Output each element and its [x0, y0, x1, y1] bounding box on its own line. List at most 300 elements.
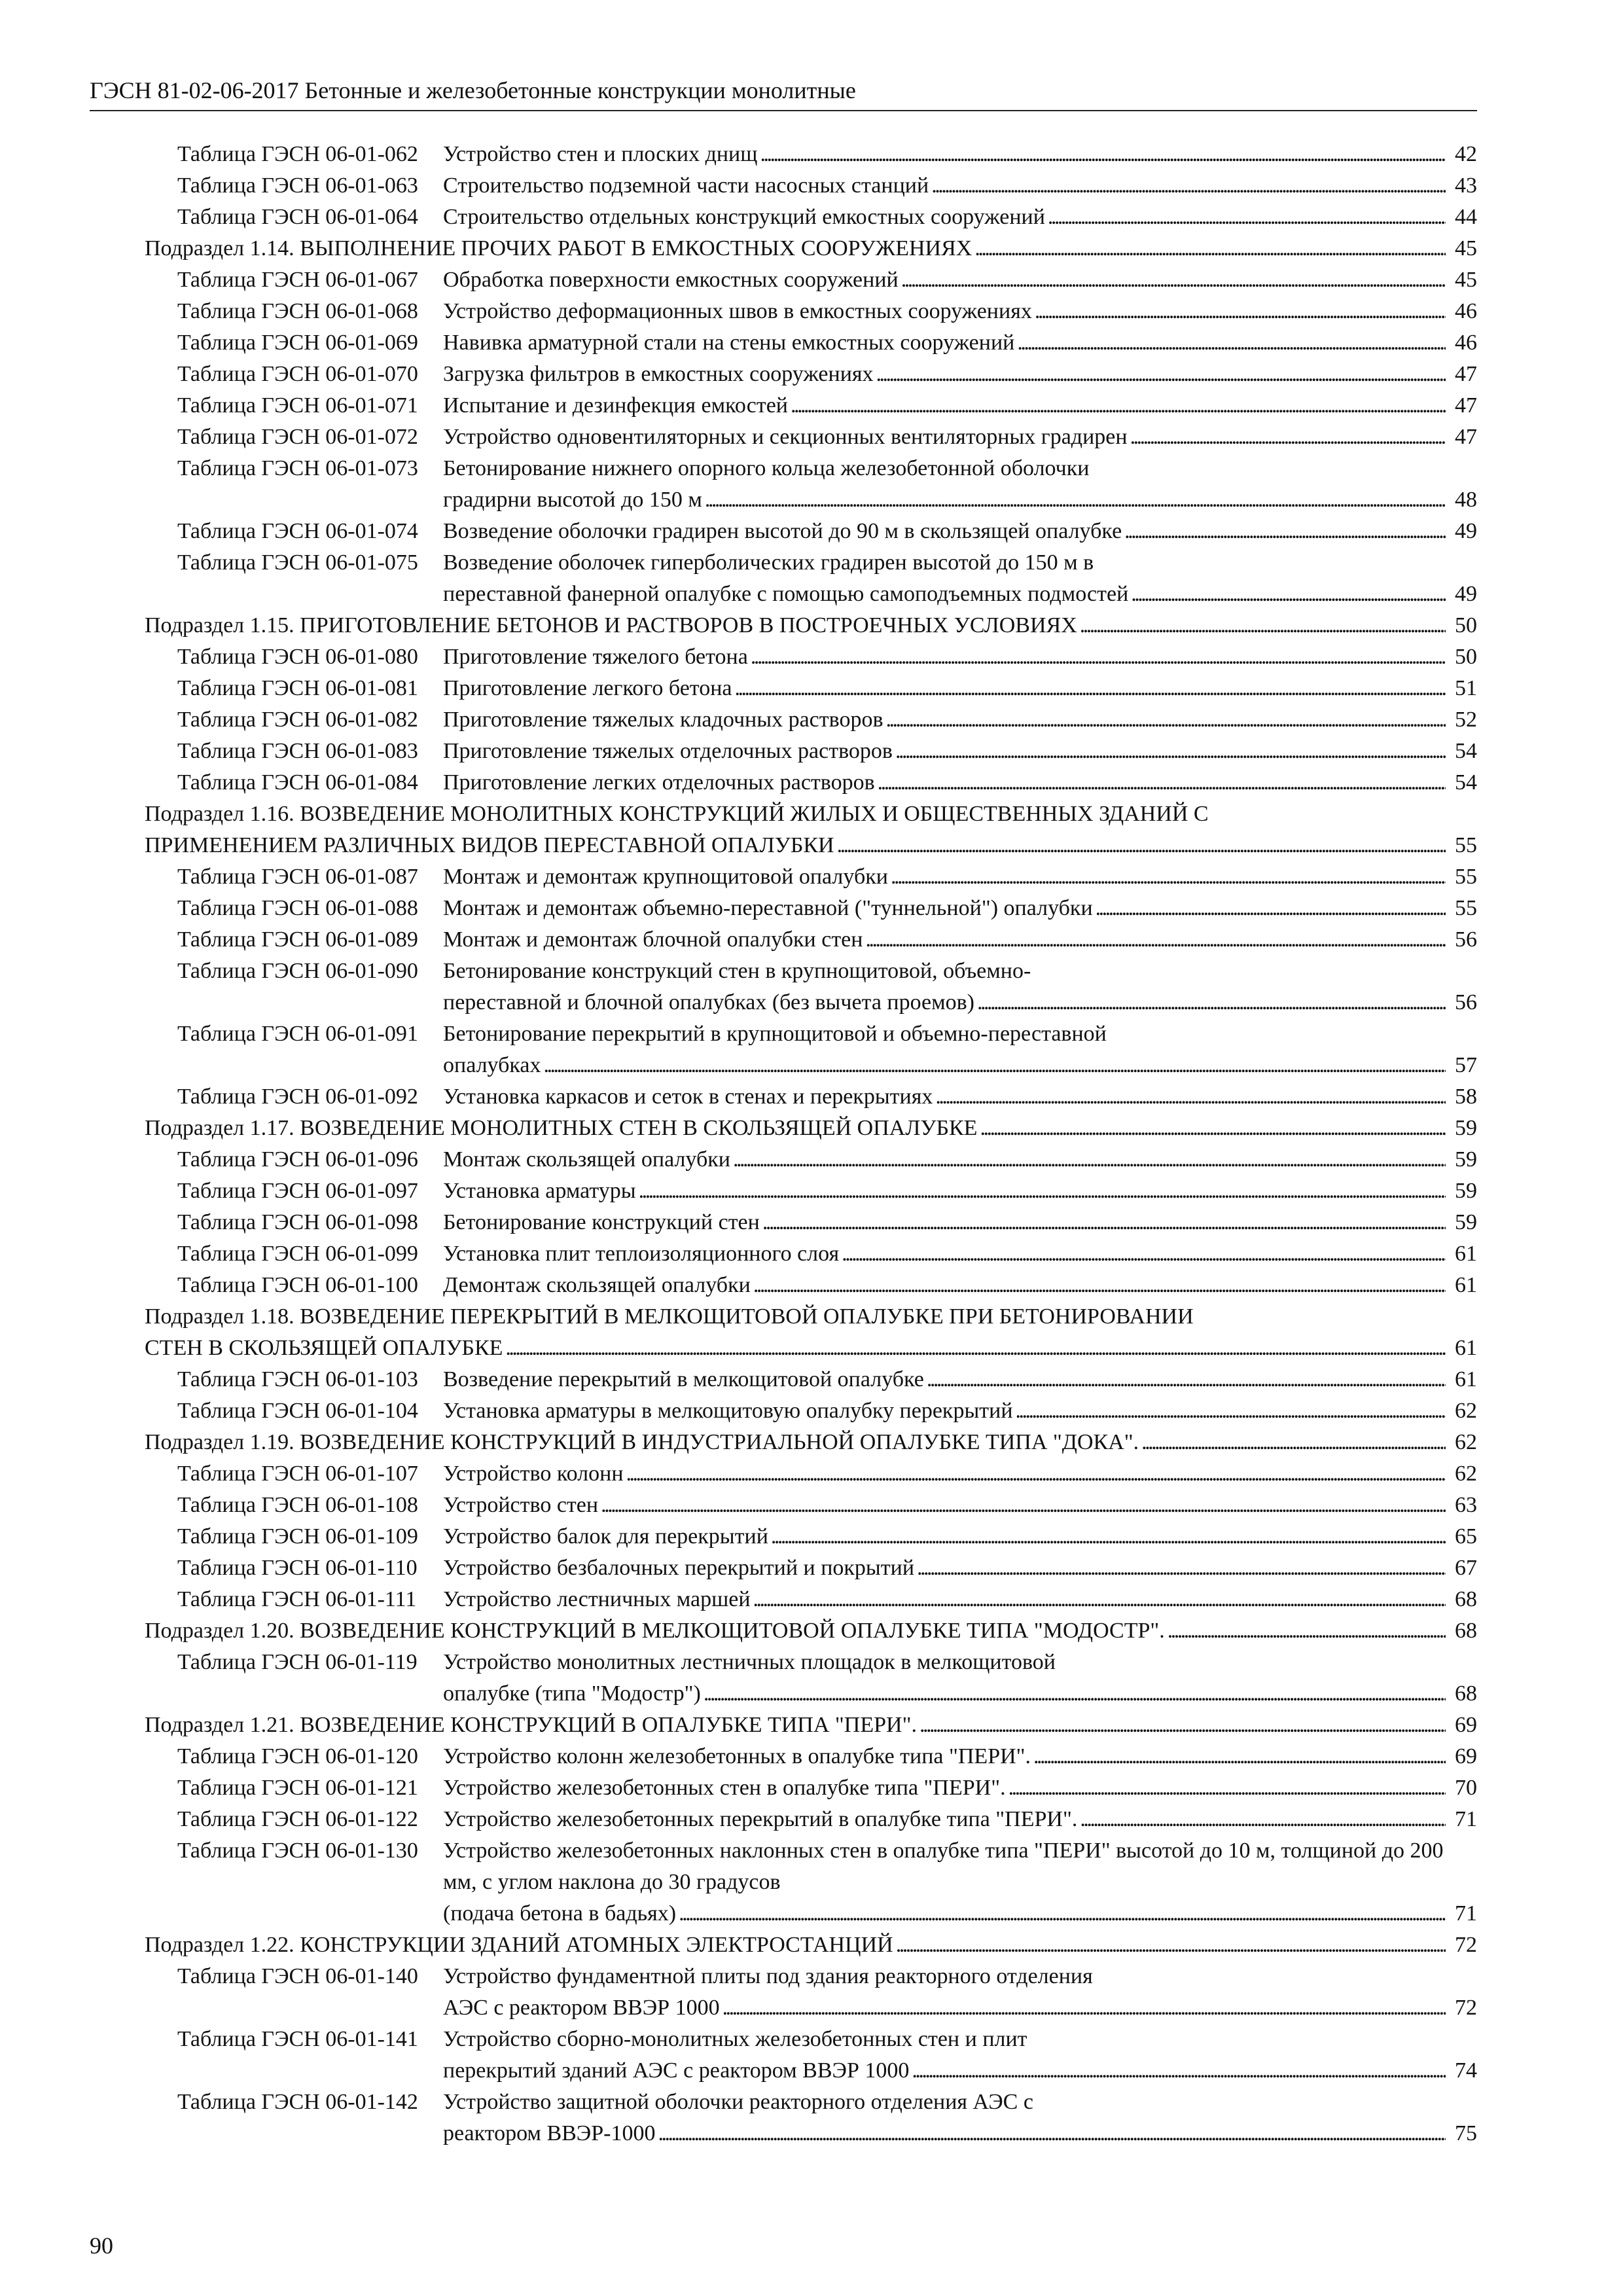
- dot-leader: [1096, 893, 1446, 924]
- toc-entry-title: Демонтаж скользящей опалубки: [443, 1273, 751, 1297]
- dot-leader: [931, 170, 1446, 202]
- toc-entry-title: Бетонирование конструкций стен: [443, 1210, 760, 1234]
- toc-section-entry[interactable]: [90, 1710, 1477, 1741]
- toc-entry-title: Загрузка фильтров в емкостных сооружениях: [443, 362, 874, 386]
- toc-table-entry[interactable]: [90, 202, 1477, 233]
- dot-leader: [1168, 1615, 1446, 1647]
- dot-leader: [753, 1584, 1446, 1615]
- toc-entry-code: Таблица ГЭСН 06-01-092: [177, 1085, 418, 1109]
- toc-page-number: 63: [1455, 1493, 1477, 1517]
- toc-entry-title: Устройство стен и плоских днищ: [443, 142, 758, 166]
- dot-leader: [891, 861, 1446, 893]
- toc-page-number: 68: [1455, 1681, 1477, 1706]
- dot-leader: [837, 830, 1446, 861]
- toc-table-entry[interactable]: [90, 359, 1477, 390]
- toc-entry-title: Подраздел 1.21. ВОЗВЕДЕНИЕ КОНСТРУКЦИЙ В ОПАЛУБКЕ ТИПА "ПЕРИ".: [145, 1713, 917, 1737]
- toc-entry-title-line: Бетонирование перекрытий в крупнощитовой и объемно-переставной: [443, 1022, 1107, 1046]
- toc-entry-body: [443, 1804, 1477, 1835]
- toc-entry-body: [145, 1710, 1477, 1741]
- toc-entry-code: Таблица ГЭСН 06-01-119: [177, 1650, 418, 1674]
- toc-entry-body: [443, 924, 1477, 956]
- toc-entry-body: [443, 1364, 1477, 1395]
- dot-leader: [1131, 579, 1446, 610]
- dot-leader: [1080, 1804, 1446, 1835]
- toc-entry-code: Таблица ГЭСН 06-01-073: [177, 456, 418, 480]
- toc-table-entry[interactable]: [90, 1804, 1477, 1835]
- toc-page-number: 61: [1455, 1367, 1477, 1391]
- toc-entry-title: Строительство подземной части насосных станций: [443, 173, 929, 198]
- toc-entry-code: Таблица ГЭСН 06-01-141: [177, 2027, 418, 2051]
- toc-entry-title: Монтаж скользящей опалубки: [443, 1147, 730, 1172]
- dot-leader: [917, 1552, 1446, 1584]
- toc-entry-body: [145, 1427, 1477, 1458]
- header-title: ГЭСН 81-02-06-2017 Бетонные и железобетонные конструкции монолитные: [90, 77, 856, 103]
- dot-leader: [1130, 422, 1446, 453]
- toc-entry-body: [443, 1835, 1477, 1929]
- table-of-contents: [90, 139, 1477, 2149]
- toc-table-entry[interactable]: [90, 1490, 1477, 1521]
- toc-page-number: 49: [1455, 519, 1477, 543]
- dot-leader: [704, 1678, 1446, 1710]
- toc-entry-body: [443, 767, 1477, 798]
- toc-entry-body: [443, 1207, 1477, 1238]
- toc-entry-code: Таблица ГЭСН 06-01-081: [177, 676, 418, 700]
- toc-entry-code: Таблица ГЭСН 06-01-108: [177, 1493, 418, 1517]
- toc-entry-code: Таблица ГЭСН 06-01-084: [177, 770, 418, 795]
- toc-table-entry[interactable]: [90, 390, 1477, 422]
- toc-entry-body: [443, 390, 1477, 422]
- dot-leader: [751, 641, 1446, 673]
- toc-page-number: 69: [1455, 1713, 1477, 1737]
- toc-page-number: 70: [1455, 1776, 1477, 1800]
- toc-table-entry[interactable]: [90, 170, 1477, 202]
- toc-entry-title: Подраздел 1.15. ПРИГОТОВЛЕНИЕ БЕТОНОВ И РАСТВОРОВ В ПОСТРОЕЧНЫХ УСЛОВИЯХ: [145, 613, 1077, 637]
- toc-table-entry[interactable]: [90, 1144, 1477, 1175]
- toc-entry-body: [443, 2087, 1477, 2149]
- toc-page-number: 74: [1455, 2058, 1477, 2083]
- toc-page-number: 47: [1455, 393, 1477, 418]
- toc-table-entry[interactable]: [90, 453, 1477, 516]
- toc-section-entry[interactable]: [90, 1615, 1477, 1647]
- toc-entry-code: Таблица ГЭСН 06-01-067: [177, 268, 418, 292]
- dot-leader: [722, 1992, 1446, 2024]
- toc-entry-title: Монтаж и демонтаж блочной опалубки стен: [443, 927, 863, 952]
- toc-entry-body: [443, 893, 1477, 924]
- toc-entry-title: реактором ВВЭР-1000: [443, 2121, 656, 2145]
- toc-entry-title: Установка плит теплоизоляционного слоя: [443, 1242, 840, 1266]
- toc-table-entry[interactable]: [90, 1270, 1477, 1301]
- toc-entry-title: переставной фанерной опалубке с помощью самоподъемных подмостей: [443, 582, 1129, 606]
- toc-entry-code: Таблица ГЭСН 06-01-100: [177, 1273, 418, 1297]
- toc-entry-body: [443, 327, 1477, 359]
- toc-page-number: 59: [1455, 1147, 1477, 1172]
- toc-entry-body: [145, 1929, 1477, 1961]
- toc-section-entry[interactable]: [90, 798, 1477, 861]
- dot-leader: [1017, 327, 1446, 359]
- toc-entry-code: Таблица ГЭСН 06-01-110: [177, 1556, 418, 1580]
- toc-entry-body: [443, 1270, 1477, 1301]
- dot-leader: [544, 1050, 1446, 1081]
- dot-leader: [1141, 1427, 1446, 1458]
- toc-entry-title: Устройство стен: [443, 1493, 599, 1517]
- toc-entry-body: [443, 1175, 1477, 1207]
- toc-page-number: 72: [1455, 1933, 1477, 1957]
- dot-leader: [901, 264, 1446, 296]
- toc-entry-title: Испытание и дезинфекция емкостей: [443, 393, 788, 418]
- dot-leader: [895, 736, 1446, 767]
- toc-page-number: 59: [1455, 1210, 1477, 1234]
- toc-entry-code: Таблица ГЭСН 06-01-107: [177, 1462, 418, 1486]
- toc-page-number: 59: [1455, 1116, 1477, 1140]
- toc-entry-code: Таблица ГЭСН 06-01-109: [177, 1524, 418, 1549]
- toc-entry-title: Устройство безбалочных перекрытий и покрытий: [443, 1556, 915, 1580]
- toc-entry-code: Таблица ГЭСН 06-01-122: [177, 1807, 418, 1831]
- toc-entry-body: [145, 1113, 1477, 1144]
- toc-entry-body: [443, 202, 1477, 233]
- toc-page-number: 61: [1455, 1336, 1477, 1360]
- toc-table-entry[interactable]: [90, 139, 1477, 170]
- dot-leader: [762, 1207, 1446, 1238]
- dot-leader: [735, 673, 1446, 704]
- toc-entry-title: Приготовление тяжелых отделочных растворов: [443, 739, 893, 763]
- toc-page-number: 56: [1455, 927, 1477, 952]
- dot-leader: [791, 390, 1446, 422]
- toc-section-entry[interactable]: [90, 1301, 1477, 1364]
- toc-page-number: 43: [1455, 173, 1477, 198]
- toc-page-number: 71: [1455, 1807, 1477, 1831]
- toc-page-number: 46: [1455, 299, 1477, 323]
- toc-page-number: 50: [1455, 645, 1477, 669]
- toc-table-entry[interactable]: [90, 1238, 1477, 1270]
- toc-entry-code: Таблица ГЭСН 06-01-121: [177, 1776, 418, 1800]
- toc-table-entry[interactable]: [90, 1521, 1477, 1552]
- toc-entry-title: Обработка поверхности емкостных сооружений: [443, 268, 899, 292]
- dot-leader: [842, 1238, 1446, 1270]
- toc-entry-body: [443, 1395, 1477, 1427]
- toc-page-number: 62: [1455, 1430, 1477, 1454]
- toc-page-number: 62: [1455, 1462, 1477, 1486]
- toc-entry-title: Приготовление тяжелых кладочных растворов: [443, 708, 883, 732]
- toc-entry-title-line: Подраздел 1.16. ВОЗВЕДЕНИЕ МОНОЛИТНЫХ КОНСТРУКЦИЙ ЖИЛЫХ И ОБЩЕСТВЕННЫХ ЗДАНИЙ С: [145, 802, 1209, 826]
- toc-entry-title: Подраздел 1.20. ВОЗВЕДЕНИЕ КОНСТРУКЦИЙ В МЕЛКОЩИТОВОЙ ОПАЛУБКЕ ТИПА "МОДОСТР".: [145, 1619, 1165, 1643]
- toc-table-entry[interactable]: [90, 1741, 1477, 1772]
- dot-leader: [876, 359, 1446, 390]
- toc-page-number: 59: [1455, 1179, 1477, 1203]
- toc-entry-title: Возведение оболочки градирен высотой до 90 м в скользящей опалубке: [443, 519, 1122, 543]
- toc-entry-title: градирни высотой до 150 м: [443, 488, 702, 512]
- toc-entry-title: ПРИМЕНЕНИЕМ РАЗЛИЧНЫХ ВИДОВ ПЕРЕСТАВНОЙ ОПАЛУБКИ: [145, 833, 834, 857]
- toc-table-entry[interactable]: [90, 2087, 1477, 2149]
- toc-entry-body: [443, 1238, 1477, 1270]
- toc-entry-code: Таблица ГЭСН 06-01-062: [177, 142, 418, 166]
- toc-entry-body: [443, 516, 1477, 547]
- toc-page-number: 54: [1455, 739, 1477, 763]
- toc-page-number: 51: [1455, 676, 1477, 700]
- toc-table-entry[interactable]: [90, 422, 1477, 453]
- dot-leader: [977, 987, 1446, 1018]
- toc-entry-code: Таблица ГЭСН 06-01-104: [177, 1399, 418, 1423]
- toc-entry-title: Строительство отдельных конструкций емкостных сооружений: [443, 205, 1045, 229]
- toc-entry-code: Таблица ГЭСН 06-01-074: [177, 519, 418, 543]
- toc-table-entry[interactable]: [90, 736, 1477, 767]
- toc-page-number: 58: [1455, 1085, 1477, 1109]
- toc-entry-code: Таблица ГЭСН 06-01-072: [177, 425, 418, 449]
- toc-entry-title: переставной и блочной опалубках (без вычета проемов): [443, 990, 974, 1014]
- toc-page-number: 47: [1455, 362, 1477, 386]
- toc-entry-body: [145, 610, 1477, 641]
- toc-table-entry[interactable]: [90, 1584, 1477, 1615]
- toc-page-number: 55: [1455, 896, 1477, 920]
- toc-entry-body: [443, 641, 1477, 673]
- dot-leader: [626, 1458, 1446, 1490]
- toc-page-number: 67: [1455, 1556, 1477, 1580]
- dot-leader: [974, 233, 1446, 264]
- toc-section-entry[interactable]: [90, 233, 1477, 264]
- toc-entry-title: Устройство деформационных швов в емкостных сооружениях: [443, 299, 1032, 323]
- toc-entry-body: [145, 1615, 1477, 1647]
- toc-section-entry[interactable]: [90, 610, 1477, 641]
- toc-table-entry[interactable]: [90, 296, 1477, 327]
- toc-page-number: 48: [1455, 488, 1477, 512]
- toc-entry-body: [443, 1772, 1477, 1804]
- toc-entry-title: опалубке (типа "Модостр"): [443, 1681, 701, 1706]
- toc-entry-title: Устройство колонн железобетонных в опалубке типа "ПЕРИ".: [443, 1744, 1031, 1768]
- toc-page-number: 45: [1455, 236, 1477, 260]
- toc-entry-code: Таблица ГЭСН 06-01-089: [177, 927, 418, 952]
- toc-entry-title: АЭС с реактором ВВЭР 1000: [443, 1996, 720, 2020]
- toc-entry-title: Приготовление тяжелого бетона: [443, 645, 748, 669]
- toc-page-number: 65: [1455, 1524, 1477, 1549]
- toc-table-entry[interactable]: [90, 1018, 1477, 1081]
- toc-table-entry[interactable]: [90, 1458, 1477, 1490]
- running-header: [90, 71, 1477, 111]
- toc-entry-code: Таблица ГЭСН 06-01-130: [177, 1839, 418, 1863]
- dot-leader: [1033, 1741, 1446, 1772]
- dot-leader: [760, 139, 1446, 170]
- toc-table-entry[interactable]: [90, 1552, 1477, 1584]
- toc-table-entry[interactable]: [90, 547, 1477, 610]
- toc-page-number: 45: [1455, 268, 1477, 292]
- toc-entry-title: Устройство балок для перекрытий: [443, 1524, 768, 1549]
- toc-entry-body: [443, 264, 1477, 296]
- toc-section-entry[interactable]: [90, 1427, 1477, 1458]
- toc-page-number: 46: [1455, 331, 1477, 355]
- toc-entry-title: Устройство колонн: [443, 1462, 624, 1486]
- toc-table-entry[interactable]: [90, 1364, 1477, 1395]
- toc-entry-title: Устройство железобетонных стен в опалубке типа "ПЕРИ".: [443, 1776, 1006, 1800]
- dot-leader: [679, 1898, 1446, 1929]
- toc-entry-body: [145, 233, 1477, 264]
- toc-entry-body: [443, 1144, 1477, 1175]
- toc-entry-code: Таблица ГЭСН 06-01-075: [177, 550, 418, 575]
- dot-leader: [705, 484, 1446, 516]
- toc-entry-code: Таблица ГЭСН 06-01-091: [177, 1022, 418, 1046]
- toc-entry-title-line: Устройство сборно-монолитных железобетонных стен и плит: [443, 2027, 1027, 2051]
- toc-entry-body: [443, 704, 1477, 736]
- page-number: 90: [90, 2233, 113, 2259]
- toc-table-entry[interactable]: [90, 516, 1477, 547]
- dot-leader: [980, 1113, 1446, 1144]
- toc-table-entry[interactable]: [90, 264, 1477, 296]
- toc-page-number: 55: [1455, 833, 1477, 857]
- toc-entry-body: [443, 296, 1477, 327]
- toc-entry-title: Устройство железобетонных перекрытий в опалубке типа "ПЕРИ".: [443, 1807, 1078, 1831]
- toc-table-entry[interactable]: [90, 1772, 1477, 1804]
- toc-entry-title: Установка арматуры в мелкощитовую опалубку перекрытий: [443, 1399, 1013, 1423]
- toc-page-number: 72: [1455, 1996, 1477, 2020]
- toc-entry-body: [443, 1584, 1477, 1615]
- toc-entry-code: Таблица ГЭСН 06-01-063: [177, 173, 418, 198]
- toc-entry-body: [443, 1521, 1477, 1552]
- toc-entry-code: Таблица ГЭСН 06-01-080: [177, 645, 418, 669]
- toc-page-number: 71: [1455, 1901, 1477, 1926]
- toc-entry-title: Навивка арматурной стали на стены емкостных сооружений: [443, 331, 1015, 355]
- dot-leader: [1080, 610, 1446, 641]
- toc-entry-code: Таблица ГЭСН 06-01-082: [177, 708, 418, 732]
- toc-entry-body: [443, 673, 1477, 704]
- toc-entry-body: [443, 1490, 1477, 1521]
- dot-leader: [771, 1521, 1446, 1552]
- toc-entry-body: [443, 2024, 1477, 2087]
- dot-leader: [919, 1710, 1446, 1741]
- toc-entry-title-line: Подраздел 1.18. ВОЗВЕДЕНИЕ ПЕРЕКРЫТИЙ В МЕЛКОЩИТОВОЙ ОПАЛУБКЕ ПРИ БЕТОНИРОВАНИИ: [145, 1304, 1194, 1329]
- toc-entry-code: Таблица ГЭСН 06-01-083: [177, 739, 418, 763]
- toc-page-number: 54: [1455, 770, 1477, 795]
- toc-table-entry[interactable]: [90, 924, 1477, 956]
- toc-entry-title-line: Бетонирование нижнего опорного кольца железобетонной оболочки: [443, 456, 1090, 480]
- toc-entry-body: [443, 139, 1477, 170]
- toc-page-number: 57: [1455, 1053, 1477, 1077]
- toc-entry-title: Подраздел 1.14. ВЫПОЛНЕНИЕ ПРОЧИХ РАБОТ В ЕМКОСТНЫХ СООРУЖЕНИЯХ: [145, 236, 972, 260]
- toc-table-entry[interactable]: [90, 641, 1477, 673]
- toc-entry-body: [443, 1018, 1477, 1081]
- toc-entry-code: Таблица ГЭСН 06-01-070: [177, 362, 418, 386]
- toc-table-entry[interactable]: [90, 1175, 1477, 1207]
- toc-table-entry[interactable]: [90, 704, 1477, 736]
- dot-leader: [1048, 202, 1446, 233]
- toc-entry-title-line: Устройство железобетонных наклонных стен в опалубке типа "ПЕРИ" высотой до 10 м, толщиной до 200 мм, с углом наклона до 30 градусов: [443, 1839, 1444, 1894]
- toc-entry-title: Установка арматуры: [443, 1179, 636, 1203]
- toc-page-number: 55: [1455, 865, 1477, 889]
- dot-leader: [912, 2055, 1446, 2087]
- toc-entry-title-line: Возведение оболочек гиперболических градирен высотой до 150 м в: [443, 550, 1094, 575]
- toc-entry-code: Таблица ГЭСН 06-01-120: [177, 1744, 418, 1768]
- toc-entry-code: Таблица ГЭСН 06-01-087: [177, 865, 418, 889]
- toc-entry-body: [443, 1961, 1477, 2024]
- toc-table-entry[interactable]: [90, 1961, 1477, 2024]
- toc-page-number: 68: [1455, 1619, 1477, 1643]
- toc-entry-code: Таблица ГЭСН 06-01-068: [177, 299, 418, 323]
- toc-entry-body: [443, 1741, 1477, 1772]
- toc-entry-body: [443, 170, 1477, 202]
- toc-entry-title-line: Устройство защитной оболочки реакторного отделения АЭС с: [443, 2090, 1033, 2114]
- toc-page-number: 44: [1455, 205, 1477, 229]
- toc-table-entry[interactable]: [90, 1207, 1477, 1238]
- toc-entry-body: [145, 798, 1477, 861]
- toc-page-number: 52: [1455, 708, 1477, 732]
- dot-leader: [927, 1364, 1446, 1395]
- toc-entry-code: Таблица ГЭСН 06-01-097: [177, 1179, 418, 1203]
- toc-entry-code: Таблица ГЭСН 06-01-140: [177, 1964, 418, 1988]
- toc-page-number: 50: [1455, 613, 1477, 637]
- toc-table-entry[interactable]: [90, 2024, 1477, 2087]
- toc-entry-title: Приготовление легких отделочных растворов: [443, 770, 875, 795]
- toc-entry-title: Приготовление легкого бетона: [443, 676, 732, 700]
- toc-entry-code: Таблица ГЭСН 06-01-142: [177, 2090, 418, 2114]
- toc-table-entry[interactable]: [90, 861, 1477, 893]
- toc-table-entry[interactable]: [90, 1647, 1477, 1710]
- toc-entry-title-line: Устройство фундаментной плиты под здания реакторного отделения: [443, 1964, 1093, 1988]
- toc-table-entry[interactable]: [90, 673, 1477, 704]
- toc-page-number: 75: [1455, 2121, 1477, 2145]
- dot-leader: [865, 924, 1446, 956]
- toc-entry-body: [145, 1301, 1477, 1364]
- toc-entry-title: Установка каркасов и сеток в стенах и перекрытиях: [443, 1085, 933, 1109]
- toc-table-entry[interactable]: [90, 1081, 1477, 1113]
- toc-page-number: 62: [1455, 1399, 1477, 1423]
- toc-entry-title: Подраздел 1.17. ВОЗВЕДЕНИЕ МОНОЛИТНЫХ СТЕН В СКОЛЬЗЯЩЕЙ ОПАЛУБКЕ: [145, 1116, 978, 1140]
- toc-entry-code: Таблица ГЭСН 06-01-064: [177, 205, 418, 229]
- toc-entry-body: [443, 736, 1477, 767]
- toc-entry-code: Таблица ГЭСН 06-01-088: [177, 896, 418, 920]
- dot-leader: [1035, 296, 1446, 327]
- toc-entry-title: Монтаж и демонтаж крупнощитовой опалубки: [443, 865, 888, 889]
- toc-entry-body: [443, 422, 1477, 453]
- toc-entry-title-line: Устройство монолитных лестничных площадок в мелкощитовой: [443, 1650, 1056, 1674]
- dot-leader: [601, 1490, 1446, 1521]
- toc-page-number: 42: [1455, 142, 1477, 166]
- dot-leader: [886, 704, 1446, 736]
- toc-table-entry[interactable]: [90, 327, 1477, 359]
- toc-page-number: 47: [1455, 425, 1477, 449]
- toc-entry-code: Таблица ГЭСН 06-01-071: [177, 393, 418, 418]
- toc-page-number: 56: [1455, 990, 1477, 1014]
- toc-table-entry[interactable]: [90, 893, 1477, 924]
- toc-page-number: 68: [1455, 1587, 1477, 1611]
- dot-leader: [753, 1270, 1446, 1301]
- toc-page-number: 61: [1455, 1273, 1477, 1297]
- toc-table-entry[interactable]: [90, 1835, 1477, 1929]
- dot-leader: [505, 1333, 1446, 1364]
- toc-table-entry[interactable]: [90, 1395, 1477, 1427]
- toc-entry-title-line: Бетонирование конструкций стен в крупнощитовой, объемно-: [443, 959, 1031, 983]
- toc-entry-body: [443, 1458, 1477, 1490]
- toc-entry-body: [443, 1552, 1477, 1584]
- toc-entry-body: [443, 1081, 1477, 1113]
- toc-page-number: 49: [1455, 582, 1477, 606]
- toc-entry-code: Таблица ГЭСН 06-01-098: [177, 1210, 418, 1234]
- toc-section-entry[interactable]: [90, 1113, 1477, 1144]
- toc-entry-body: [443, 956, 1477, 1018]
- toc-entry-body: [443, 1647, 1477, 1710]
- toc-entry-title: Возведение перекрытий в мелкощитовой опалубке: [443, 1367, 924, 1391]
- dot-leader: [733, 1144, 1446, 1175]
- toc-page-number: 61: [1455, 1242, 1477, 1266]
- toc-entry-title: Монтаж и демонтаж объемно-переставной ("туннельной") опалубки: [443, 896, 1093, 920]
- toc-entry-title: Подраздел 1.19. ВОЗВЕДЕНИЕ КОНСТРУКЦИЙ В ИНДУСТРИАЛЬНОЙ ОПАЛУБКЕ ТИПА "ДОКА".: [145, 1430, 1139, 1454]
- dot-leader: [878, 767, 1446, 798]
- toc-entry-code: Таблица ГЭСН 06-01-111: [177, 1587, 417, 1611]
- toc-entry-title: опалубках: [443, 1053, 541, 1077]
- toc-table-entry[interactable]: [90, 767, 1477, 798]
- toc-table-entry[interactable]: [90, 956, 1477, 1018]
- toc-entry-code: Таблица ГЭСН 06-01-099: [177, 1242, 418, 1266]
- toc-entry-title: Устройство лестничных маршей: [443, 1587, 751, 1611]
- toc-entry-code: Таблица ГЭСН 06-01-069: [177, 331, 418, 355]
- toc-entry-code: Таблица ГЭСН 06-01-090: [177, 959, 418, 983]
- dot-leader: [896, 1929, 1446, 1961]
- toc-section-entry[interactable]: [90, 1929, 1477, 1961]
